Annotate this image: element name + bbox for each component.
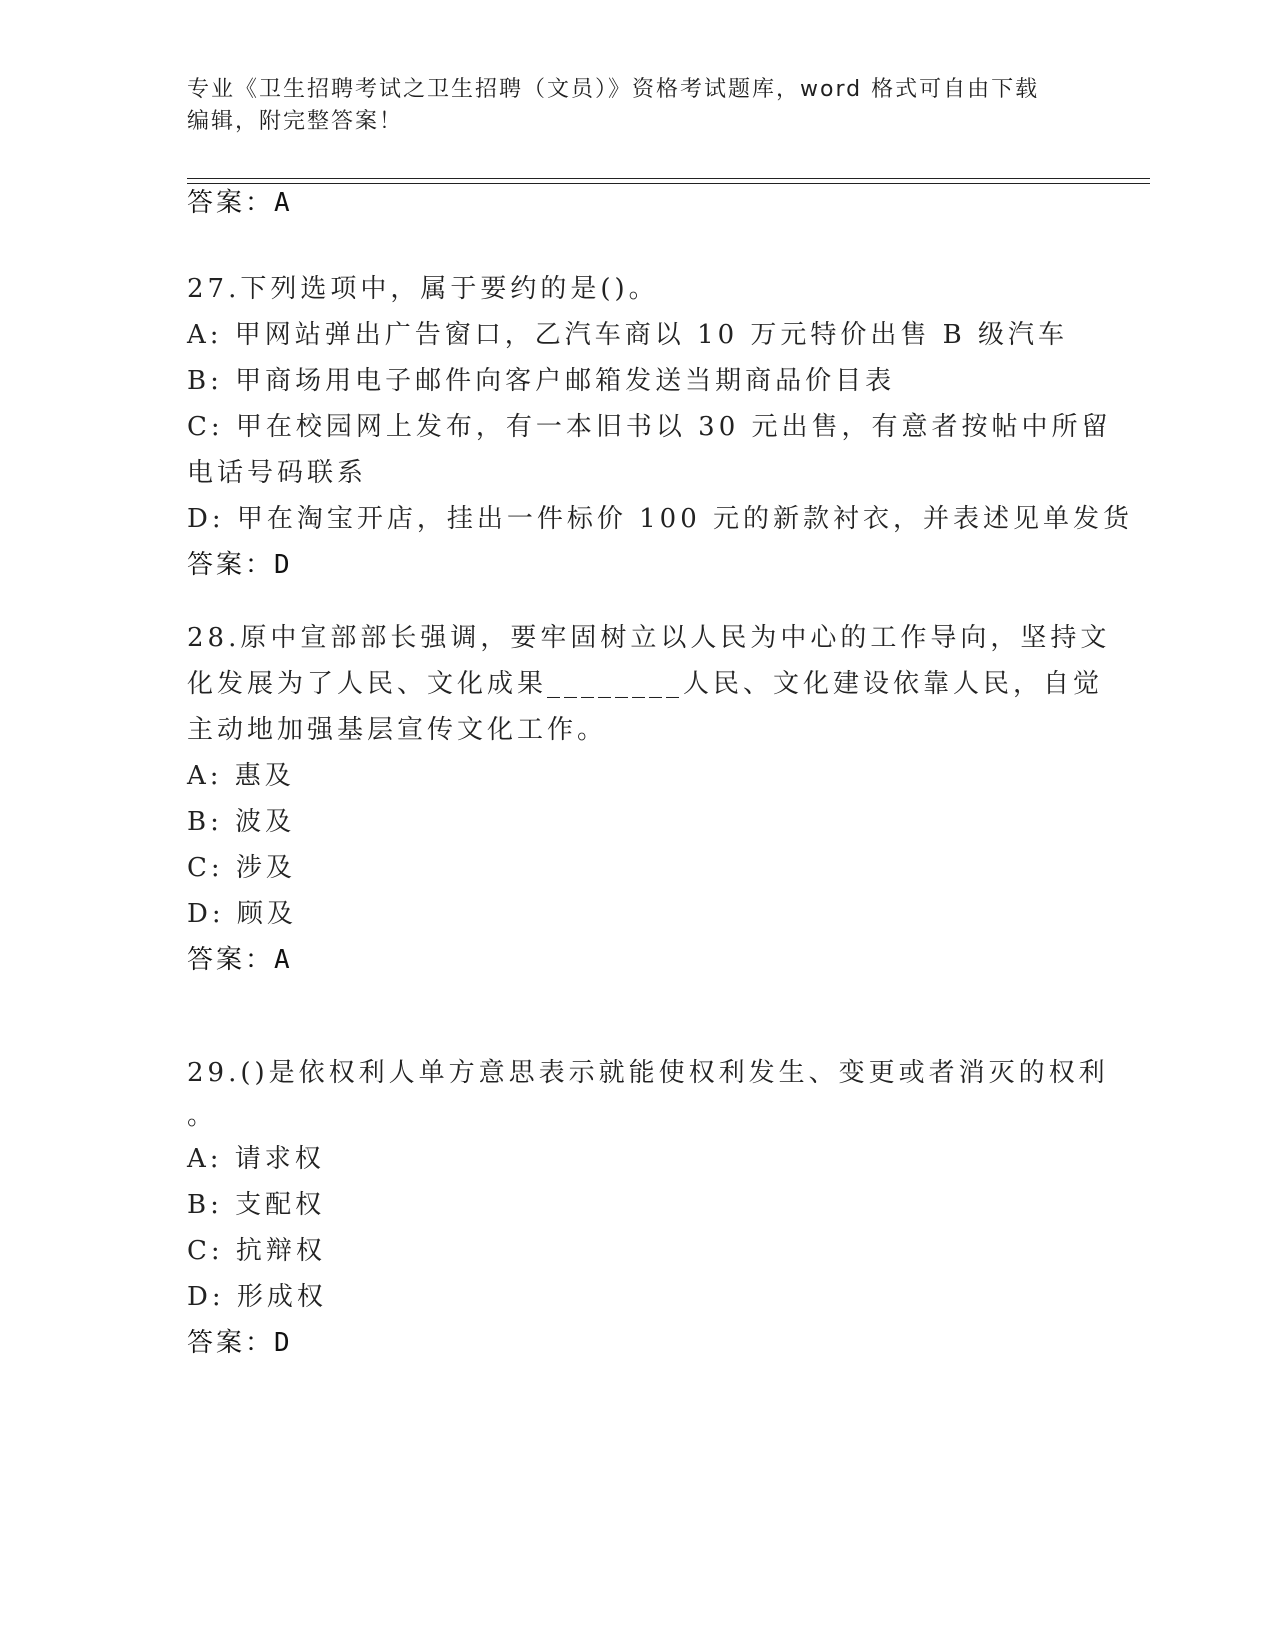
question-stem-line: 。 bbox=[187, 1101, 218, 1131]
question-stem-line: 化发展为了人民、文化成果________人民、文化建设依靠人民，自觉 bbox=[187, 669, 1104, 699]
question-29 bbox=[187, 1050, 1109, 1366]
option-c: C: 涉及 bbox=[187, 853, 296, 883]
option-c: C: 抗辩权 bbox=[187, 1236, 326, 1266]
question-stem-line: 27.下列选项中，属于要约的是()。 bbox=[187, 274, 659, 304]
option-b: B: 波及 bbox=[187, 807, 296, 837]
question-27 bbox=[187, 266, 1134, 588]
answer-value: A bbox=[274, 188, 293, 218]
question-stem-line: 主动地加强基层宣传文化工作。 bbox=[187, 715, 608, 745]
option-a: A: 甲网站弹出广告窗口，乙汽车商以 10 万元特价出售 B 级汽车 bbox=[187, 320, 1069, 350]
option-d: D: 形成权 bbox=[187, 1282, 327, 1312]
answer-row bbox=[187, 1320, 1087, 1366]
option-d: D: 顾及 bbox=[187, 899, 297, 929]
option-b: B: 甲商场用电子邮件向客户邮箱发送当期商品价目表 bbox=[187, 366, 896, 396]
option-d: D: 甲在淘宝开店，挂出一件标价 100 元的新款衬衣，并表述见单发货 bbox=[187, 504, 1134, 534]
answer-label: 答案： bbox=[187, 1328, 275, 1358]
answer-label: 答案： bbox=[187, 945, 275, 975]
answer-label: 答案： bbox=[187, 550, 275, 580]
option-a: A: 请求权 bbox=[187, 1144, 325, 1174]
question-28 bbox=[187, 615, 1111, 983]
answer-value: D bbox=[274, 550, 293, 580]
answer-row bbox=[187, 937, 1087, 983]
question-stem-line: 28.原中宣部部长强调，要牢固树立以人民为中心的工作导向，坚持文 bbox=[187, 623, 1111, 653]
header-intro-line-1: 专业《卫生招聘考试之卫生招聘（文员）》资格考试题库，word 格式可自由下载 bbox=[187, 77, 1040, 102]
answer-value: A bbox=[274, 945, 293, 975]
option-a: A: 惠及 bbox=[187, 761, 295, 791]
answer-row bbox=[187, 542, 1087, 588]
answer-label: 答案： bbox=[187, 188, 275, 218]
header-intro-line-2: 编辑，附完整答案！ bbox=[187, 109, 404, 134]
header-divider-top bbox=[187, 178, 1150, 179]
previous-answer bbox=[187, 180, 1087, 226]
option-c: C: 甲在校园网上发布，有一本旧书以 30 元出售，有意者按帖中所留 bbox=[187, 412, 1112, 442]
answer-value: D bbox=[274, 1328, 293, 1358]
document-header bbox=[187, 74, 1067, 138]
option-b: B: 支配权 bbox=[187, 1190, 326, 1220]
option-c-continued: 电话号码联系 bbox=[187, 458, 368, 488]
question-stem-line: 29.()是依权利人单方意思表示就能使权利发生、变更或者消灭的权利 bbox=[187, 1058, 1109, 1088]
